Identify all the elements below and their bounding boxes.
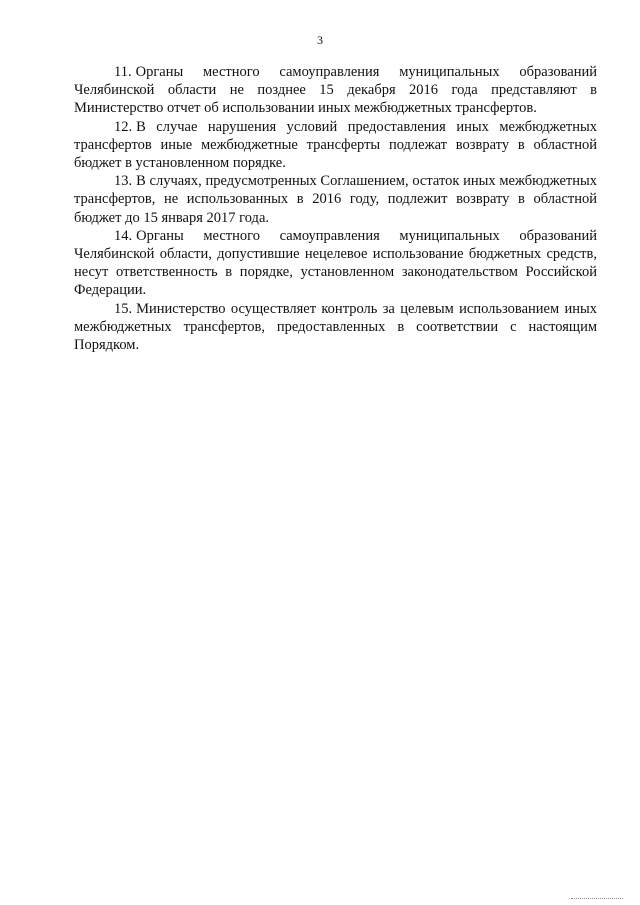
footer-dotted-mark (571, 898, 623, 899)
paragraph-text: Органы местного самоуправления муниципальных образований Челябинской области, допустившие нецелевое использование бюджетных средств, несут ответственность в порядке, установленном законодательством Российской Федерации. (74, 227, 597, 299)
paragraph-number: 12. (114, 118, 133, 135)
paragraph-text: Органы местного самоуправления муниципальных образований Челябинской области не позднее 15 декабря 2016 года представляют в Министерство отчет об использовании иных межбюджетных трансфертов. (74, 64, 597, 117)
paragraph-12 (74, 118, 597, 173)
paragraph-13 (74, 172, 597, 227)
paragraph-text: В случае нарушения условий предоставления иных межбюджетных трансфертов иные межбюджетные трансферты подлежат возврату в областной бюджет в установленном порядке. (74, 118, 597, 172)
page-number: 3 (317, 33, 323, 47)
paragraph-number: 14. (114, 227, 133, 244)
paragraph-11 (74, 63, 597, 118)
paragraph-number: 11. (114, 64, 132, 80)
paragraph-text: Министерство осуществляет контроль за целевым использованием иных межбюджетных трансфертов, предоставленных в соответствии с настоящим Порядком. (74, 300, 597, 354)
paragraph-14 (74, 227, 597, 300)
paragraph-number: 15. (114, 300, 133, 317)
paragraph-number: 13. (114, 173, 133, 190)
paragraph-15 (74, 300, 597, 355)
document-body (74, 63, 597, 354)
paragraph-text: В случаях, предусмотренных Соглашением, остаток иных межбюджетных трансфертов, не использованных в 2016 году, подлежит возврату в областной бюджет до 15 января 2017 года. (74, 173, 597, 226)
